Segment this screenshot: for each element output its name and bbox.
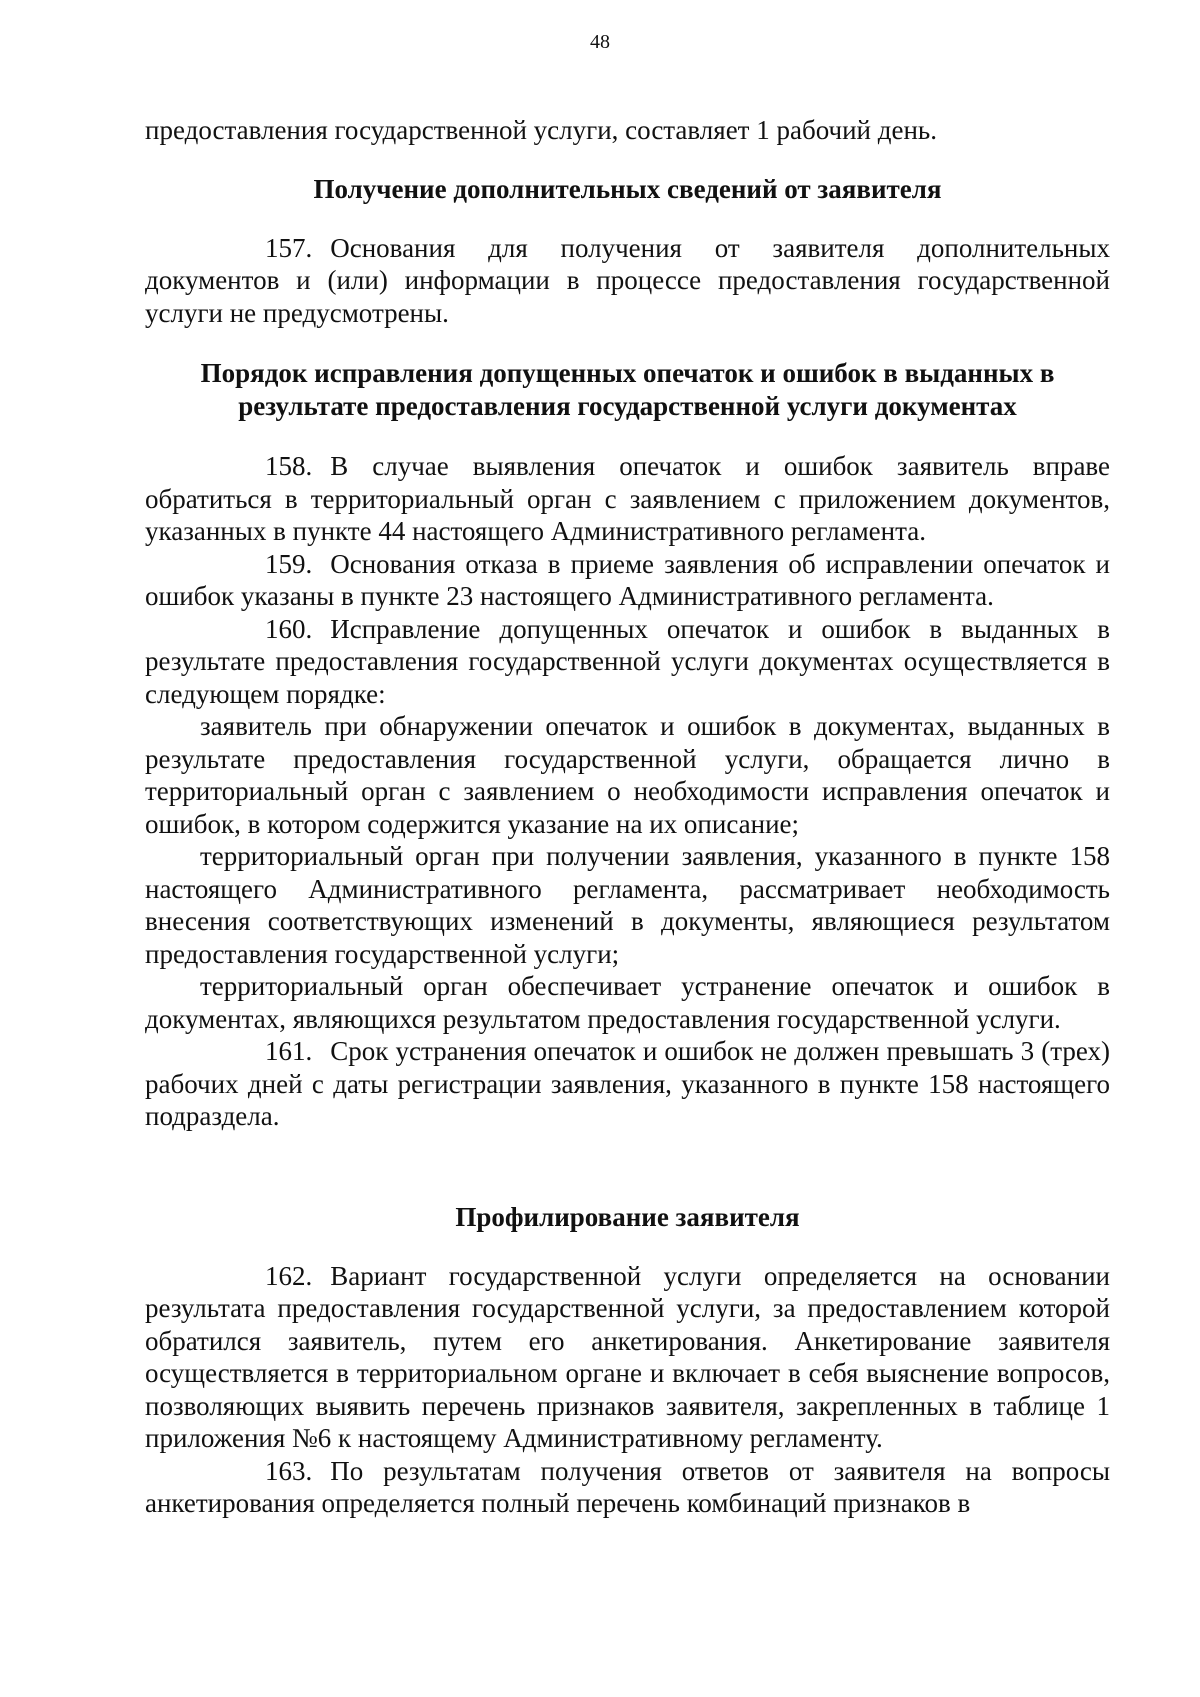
section-heading-profiling: Профилирование заявителя [455,1201,800,1232]
paragraph-160 [145,613,1110,711]
paragraph-159 [145,548,1110,613]
paragraph-text: В случае выявления опечаток и ошибок заявитель вправе обратиться в территориальный орган с заявлением с приложением документов, указанных в пункте 44 настоящего Административного регламента. [145,451,1110,546]
section-heading-additional-info: Получение дополнительных сведений от заявителя [313,173,942,204]
list-item-review: территориальный орган при получении заявления, указанного в пункте 158 настоящего Административного регламента, рассматривает необходимость внесения соответствующих изменений в документы, являющиеся результатом предоставления государственной услуги; [145,841,1110,969]
paragraph-163 [145,1455,1110,1520]
paragraph-text: По результатам получения ответов от заявителя на вопросы анкетирования определяется полный перечень комбинаций признаков в [145,1455,1110,1518]
paragraph-number: 161. [265,1036,313,1066]
paragraph-text: Основания для получения от заявителя дополнительных документов и (или) информации в процессе предоставления государственной услуги не предусмотрены. [145,232,1110,328]
continuation-paragraph: предоставления государственной услуги, составляет 1 рабочий день. [145,115,937,145]
section-heading-corrections [145,357,1110,423]
list-item-correction: территориальный орган обеспечивает устранение опечаток и ошибок в документах, являющихся результатом предоставления государственной услуги. [145,971,1110,1034]
paragraph-text: Основания отказа в приеме заявления об исправлении опечаток и ошибок указаны в пункте 23 настоящего Административного регламента. [145,548,1110,611]
paragraph-number: 158. [265,451,313,481]
page-number: 48 [590,31,610,53]
paragraph-number: 160. [265,613,313,644]
heading-line: результате предоставления государственной услуги документах [238,391,1017,421]
paragraph-161 [145,1035,1110,1133]
page-content [145,114,1110,1520]
paragraph-157 [145,232,1110,330]
paragraph-text: Исправление допущенных опечаток и ошибок в выданных в результате предоставления государственной услуги документах осуществляется в следующем порядке: [145,613,1110,709]
paragraph-number: 162. [265,1260,313,1291]
paragraph-158 [145,450,1110,548]
paragraph-number: 159. [265,548,313,579]
paragraph-text: Срок устранения опечаток и ошибок не должен превышать 3 (трех) рабочих дней с даты регистрации заявления, указанного в пункте 158 настоящего подраздела. [145,1036,1110,1131]
paragraph-162 [145,1260,1110,1455]
paragraph-text: Вариант государственной услуги определяется на основании результата предоставления государственной услуги, за предоставлением которой обратился заявитель, путем его анкетирования. Анкетирование заявителя осуществляется в территориальном органе и включает в себя выяснение вопросов, позволяющих выявить перечень признаков заявителя, закрепленных в таблице 1 приложения №6 к настоящему Административному регламенту. [145,1260,1110,1453]
paragraph-number: 157. [265,232,313,263]
paragraph-number: 163. [265,1455,313,1486]
heading-line: Порядок исправления допущенных опечаток и ошибок в выданных в [200,358,1055,388]
list-item-applicant: заявитель при обнаружении опечаток и ошибок в документах, выданных в результате предоставления государственной услуги, обращается лично в территориальный орган с заявлением о необходимости исправления опечаток и ошибок, в котором содержится указание на их описание; [145,711,1110,839]
